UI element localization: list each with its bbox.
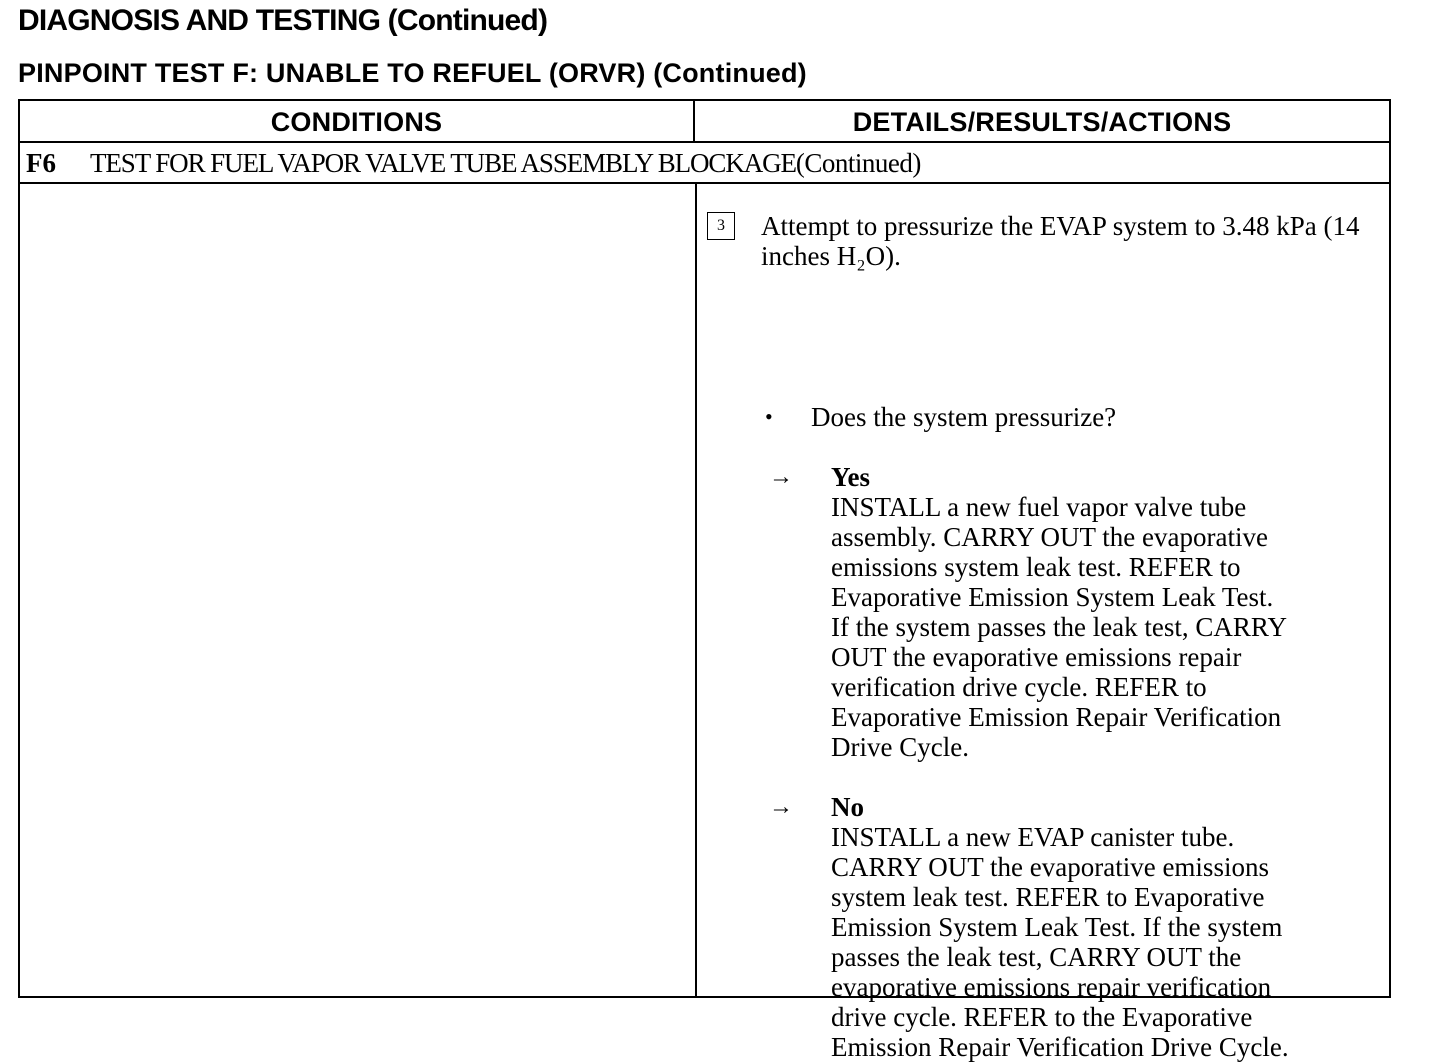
no-action-line: system leak test. REFER to Evaporative [831, 882, 1265, 912]
details-column-header: DETAILS/RESULTS/ACTIONS [852, 107, 1232, 137]
yes-action-line: emissions system leak test. REFER to [831, 552, 1241, 582]
table-header-row [20, 101, 1389, 143]
no-label: No [831, 792, 864, 822]
pinpoint-test-table [18, 99, 1391, 1062]
no-action-line: passes the leak test, CARRY OUT the [831, 942, 1242, 972]
step-heading-row [20, 143, 1389, 184]
details-cell [697, 184, 1389, 1062]
yes-action-line: Drive Cycle. [831, 732, 969, 762]
yes-action-line: If the system passes the leak test, CARRY [831, 612, 1287, 642]
conditions-column-header: CONDITIONS [270, 107, 443, 137]
step-title-continued: (Continued) [795, 148, 921, 178]
right-arrow-icon: → [769, 464, 793, 490]
step-id: F6 [26, 148, 56, 178]
step-title-text: TEST FOR FUEL VAPOR VALVE TUBE ASSEMBLY BLOCKAGE [90, 148, 796, 178]
step-instruction: Attempt to pressurize the EVAP system to 3.48 kPa (14 inches H₂O). [761, 211, 1360, 271]
no-result-block [831, 792, 1391, 1062]
no-action-line: Emission System Leak Test. If the system [831, 912, 1283, 942]
yes-result-block [831, 462, 1391, 762]
yes-action-line: INSTALL a new fuel vapor valve tube [831, 492, 1247, 522]
pinpoint-test-title: PINPOINT TEST F: UNABLE TO REFUEL (ORVR) (Continued) [18, 58, 807, 88]
no-action-line: evaporative emissions repair verification [831, 972, 1272, 1002]
bullet-icon: • [765, 404, 773, 429]
yes-label: Yes [831, 462, 870, 492]
conditions-cell [20, 184, 695, 996]
bullet-question: Does the system pressurize? [811, 402, 1117, 432]
no-action-line: CARRY OUT the evaporative emissions [831, 852, 1269, 882]
yes-action-line: Evaporative Emission Repair Verification [831, 702, 1282, 732]
no-action-line: INSTALL a new EVAP canister tube. [831, 822, 1235, 852]
no-action-line: Emission Repair Verification Drive Cycle. [831, 1032, 1289, 1062]
yes-action-line: Evaporative Emission System Leak Test. [831, 582, 1274, 612]
yes-action-line: verification drive cycle. REFER to [831, 672, 1207, 702]
yes-action-line: assembly. CARRY OUT the evaporative [831, 522, 1268, 552]
no-action-line: drive cycle. REFER to the Evaporative [831, 1002, 1253, 1032]
section-title: DIAGNOSIS AND TESTING (Continued) [18, 4, 548, 37]
yes-action-line: OUT the evaporative emissions repair [831, 642, 1242, 672]
right-arrow-icon: → [769, 794, 793, 820]
step-title [90, 143, 921, 183]
step-number-box: 3 [707, 212, 735, 240]
